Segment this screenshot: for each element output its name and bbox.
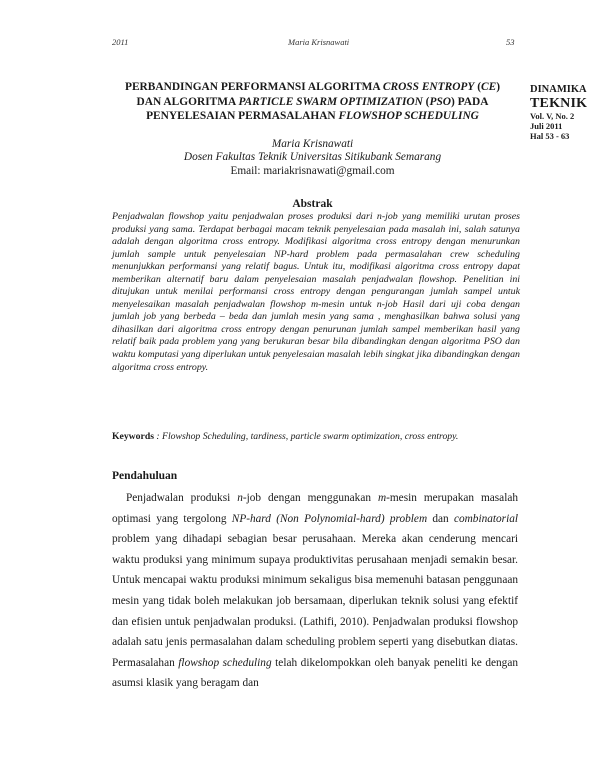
journal-name-2: TEKNIK [530,96,588,112]
journal-date: Juli 2011 [530,120,563,131]
keywords-label: Keywords [112,431,154,442]
journal-pages: Hal 53 - 63 [530,130,570,141]
author-email: Email: mariakrisnawati@gmail.com [230,164,395,177]
author-affiliation: Dosen Fakultas Teknik Universitas Sitikubank Semarang [183,151,442,164]
journal-info [530,84,587,141]
header-page-number: 53 [506,37,515,47]
section-heading-introduction: Pendahuluan [112,470,178,482]
header-author: Maria Krisnawati [288,37,350,47]
author-name: Maria Krisnawati [271,138,354,150]
header-year: 2011 [112,37,129,47]
title-line-2: DAN ALGORITMA PARTICLE SWARM OPTIMIZATION (PSO) PADA [136,95,489,108]
keywords-value: : Flowshop Scheduling, tardiness, particle swarm optimization, cross entropy. [153,431,459,442]
journal-name-1: DINAMIKA [530,84,587,95]
introduction-paragraph: Penjadwalan produksi n-job dengan menggunakan m-mesin merupakan masalah optimasi yang tergolong NP-hard (Non Polynomial-hard) problem dan combinatorial problem yang dihadapi sebagian besar perusahaan. Mereka akan cenderung mencari waktu produksi yang minimum supaya produktivitas perusahaan menjadi semakin besar. Untuk mencapai waktu produksi minimum sekaligus bisa memenuhi batasan penggunaan mesin yang tidak boleh melakukan job bersamaan, diperlukan teknik solusi yang efektif dan efisien untuk penjadwalan produksi. (Lathifi, 2010). Penjadwalan produksi flowshop adalah satu jenis permasalahan dalam scheduling problem seperti yang disebutkan diatas. Permasalahan flowshop scheduling telah dikelompokkan oleh banyak peneliti ke dengan asumsi klasik yang beragam dan [112,492,518,690]
abstract-text: Penjadwalan flowshop yaitu penjadwalan proses produksi dari n-job yang memiliki urutan proses produksi yang sama. Terdapat berbagai macam teknik penyelesaian pada masalah ini, salah satunya adalah dengan algoritma cross entropy. Modifikasi algoritma cross entropy dengan menurunkan jumlah sample untuk penyelesaian NP-hard problem pada permasalahan crew scheduling menunjukkan performansi yang relatif bagus. Untuk itu, modifikasi algoritma cross entropy dapat memberikan alternatif baru dalam penyelesaian masalah penjadwalan flowshop. Penelitian ini ditujukan untuk menilai performansi cross entropy dengan pengurangan jumlah sampel untuk menyelesaikan masalah penjadwalan flowshop m-mesin untuk n-job Hasil dari uji coba dengan jumlah job yang berbeda – beda dan jumlah mesin yang sama , menghasilkan bahwa solusi yang dihasilkan dari algoritma cross entropy dengan penurunan jumlah sampel memberikan hasil yang relatif baik pada problem yang yang berukuran besar bila dibandingkan dengan algoritma PSO dan waktu komputasi yang diperlukan untuk penyelesaian masalah lebih singkat jika dibandingkan dengan algoritma cross entropy. [112,211,520,373]
journal-volume: Vol. V, No. 2 [530,111,575,122]
title-line-3: PENYELESAIAN PERMASALAHAN FLOWSHOP SCHEDULING [146,110,479,122]
abstract-heading: Abstrak [292,198,333,210]
author-block [100,138,525,178]
paper-title [100,80,525,124]
keywords [112,431,532,442]
title-line-1: PERBANDINGAN PERFORMANSI ALGORITMA CROSS ENTROPY (CE) [124,81,500,93]
